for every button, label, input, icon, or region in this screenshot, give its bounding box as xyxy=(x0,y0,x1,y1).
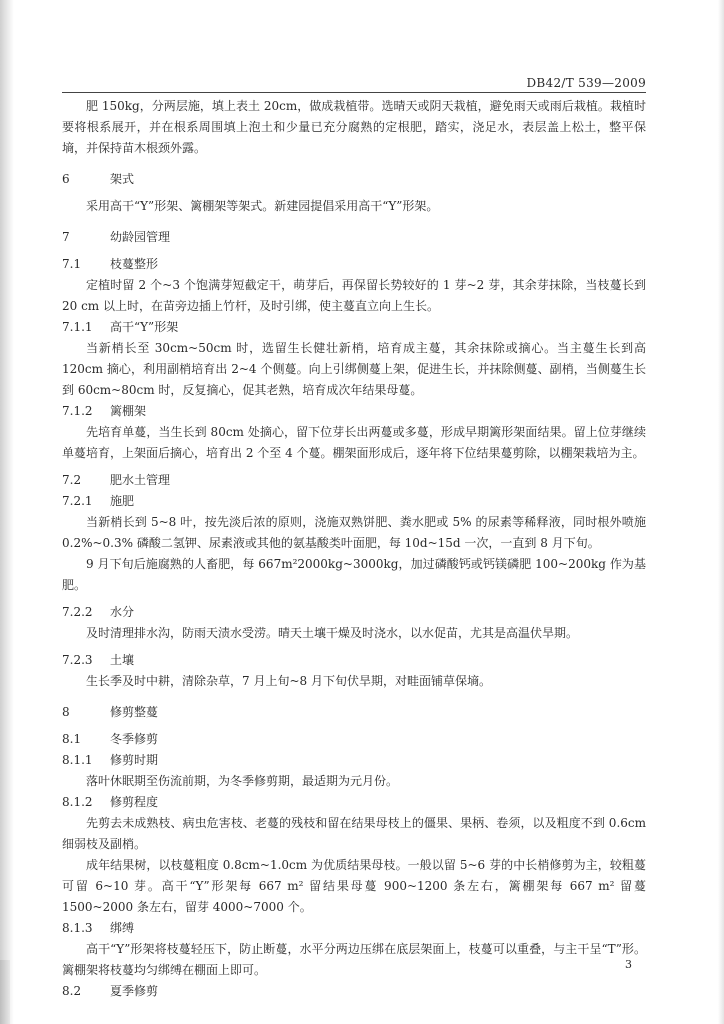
section-title: 修剪整蔓 xyxy=(110,705,159,719)
section-title: 修剪程度 xyxy=(110,795,159,809)
section-number: 7.1.2 xyxy=(62,404,93,418)
section-title: 修剪时期 xyxy=(110,753,159,767)
paragraph: 及时清理排水沟，防雨天渍水受涝。晴天土壤干燥及时浇水，以水促苗，尤其是高温伏旱期。 xyxy=(86,626,579,640)
section-title: 肥水土管理 xyxy=(110,473,171,487)
section-number: 8.2 xyxy=(62,984,82,998)
paragraph: 成年结果树，以枝蔓粗度 0.8cm~1.0cm 为优质结果母枝。一般以留 5~6 芽的中长梢修剪为主，较粗蔓可留 6~10 芽。高干“Y”形架每 667 m² 留结果母蔓 900~1200 条左右，篱棚架每 667 m² 留蔓 1500~2000 条左右，留芽 4000~7000 个。 xyxy=(62,858,646,914)
scan-edge-left-bottom xyxy=(0,960,10,1024)
section-title: 高干“Y”形架 xyxy=(110,320,179,334)
paragraph: 先剪去未成熟枝、病虫危害枝、老蔓的残枝和留在结果母枝上的僵果、果柄、卷须，以及粗度不到 0.6cm 细弱枝及副梢。 xyxy=(62,816,646,851)
section-number: 8.1 xyxy=(62,732,82,746)
subsection-heading xyxy=(62,792,646,813)
section-number: 8.1.2 xyxy=(62,795,93,809)
paragraph: 高干“Y”形架将枝蔓轻压下，防止断蔓，水平分两边压绑在底层架面上，枝蔓可以重叠，与主干呈“T”形。篱棚架将枝蔓均匀绑缚在棚面上即可。 xyxy=(62,942,646,977)
header-rule xyxy=(62,92,646,93)
section-title: 水分 xyxy=(110,605,135,619)
section-number: 7.2.1 xyxy=(62,494,93,508)
section-number: 7.2.3 xyxy=(62,653,93,667)
subsection-heading xyxy=(62,981,646,1002)
subsection-heading xyxy=(62,470,646,491)
standard-code: DB42/T 539—2009 xyxy=(526,76,646,90)
section-number: 6 xyxy=(62,172,70,186)
section-number: 7.1.1 xyxy=(62,320,93,334)
section-number: 7 xyxy=(62,230,70,244)
section-title: 夏季修剪 xyxy=(110,984,159,998)
section-title: 冬季修剪 xyxy=(110,732,159,746)
paragraph: 采用高干“Y”形架、篱棚架等架式。新建园提倡采用高干“Y”形架。 xyxy=(86,199,439,213)
section-title: 绑缚 xyxy=(110,921,135,935)
subsection-heading xyxy=(62,918,646,939)
subsection-heading xyxy=(62,650,646,671)
subsection-heading xyxy=(62,491,646,512)
section-title: 枝蔓整形 xyxy=(110,257,159,271)
subsection-heading xyxy=(62,401,646,422)
section-title: 施肥 xyxy=(110,494,135,508)
section-heading xyxy=(62,227,646,248)
document-body xyxy=(62,96,646,1002)
section-title: 土壤 xyxy=(110,653,135,667)
section-title: 篱棚架 xyxy=(110,404,147,418)
subsection-heading xyxy=(62,729,646,750)
section-number: 8 xyxy=(62,705,70,719)
paragraph: 当新梢长至 30cm~50cm 时，选留生长健壮新梢，培育成主蔓，其余抹除或摘心。当主蔓生长到高 120cm 摘心，利用副梢培育出 2~4 个侧蔓。向上引绑侧蔓上架，促进生长，并抹除侧蔓、副梢，当侧蔓生长到 60cm~80cm 时，反复摘心，促其老熟，培育成次年结果母蔓。 xyxy=(62,341,646,397)
subsection-heading xyxy=(62,602,646,623)
section-title: 架式 xyxy=(110,172,135,186)
paragraph: 生长季及时中耕，清除杂草，7 月上旬~8 月下旬伏旱期，对畦面铺草保墒。 xyxy=(86,674,491,688)
subsection-heading xyxy=(62,750,646,771)
paragraph: 9 月下旬后施腐熟的人畜肥，每 667m²2000kg~3000kg，加过磷酸钙或钙镁磷肥 100~200kg 作为基肥。 xyxy=(62,557,646,592)
paragraph: 定植时留 2 个~3 个饱满芽短截定干，萌芽后，再保留长势较好的 1 芽~2 芽，其余芽抹除，当枝蔓长到 20 cm 以上时，在苗旁边插上竹杆，及时引绑，使主蔓直立向上生长。 xyxy=(62,278,646,313)
paragraph: 当新梢长到 5~8 叶，按先淡后浓的原则，浇施双熟饼肥、粪水肥或 5% 的尿素等稀释液，同时根外喷施 0.2%~0.3% 磷酸二氢钾、尿素液或其他的氨基酸类叶面肥，每 10d~15d 一次，一直到 8 月下旬。 xyxy=(62,515,646,550)
section-number: 8.1.1 xyxy=(62,753,93,767)
subsection-heading xyxy=(62,254,646,275)
section-number: 7.2 xyxy=(62,473,82,487)
paragraph: 落叶休眠期至伤流前期，为冬季修剪期，最适期为元月份。 xyxy=(86,774,399,788)
section-heading xyxy=(62,169,646,190)
paragraph: 肥 150kg，分两层施，填上表土 20cm，做成栽植带。选晴天或阴天栽植，避免雨天或雨后栽植。栽植时要将根系展开，并在根系周围填上泡土和少量已充分腐熟的定根肥，踏实，浇足水，表层盖上松土，整平保墒，并保持苗木根颈外露。 xyxy=(62,99,646,155)
page-number: 3 xyxy=(625,958,632,971)
section-title: 幼龄园管理 xyxy=(110,230,171,244)
paragraph: 先培育单蔓，当生长到 80cm 处摘心，留下位芽长出两蔓或多蔓，形成早期篱形架面结果。留上位芽继续单蔓培育，上架面后摘心，培育出 2 个至 4 个蔓。棚架面形成后，逐年将下位结果蔓剪除，以棚架栽培为主。 xyxy=(62,425,646,460)
subsection-heading xyxy=(62,317,646,338)
section-number: 7.2.2 xyxy=(62,605,93,619)
scan-edge-left xyxy=(0,0,14,1024)
scan-edge-right xyxy=(718,0,724,1024)
section-number: 8.1.3 xyxy=(62,921,93,935)
section-heading xyxy=(62,702,646,723)
section-number: 7.1 xyxy=(62,257,82,271)
